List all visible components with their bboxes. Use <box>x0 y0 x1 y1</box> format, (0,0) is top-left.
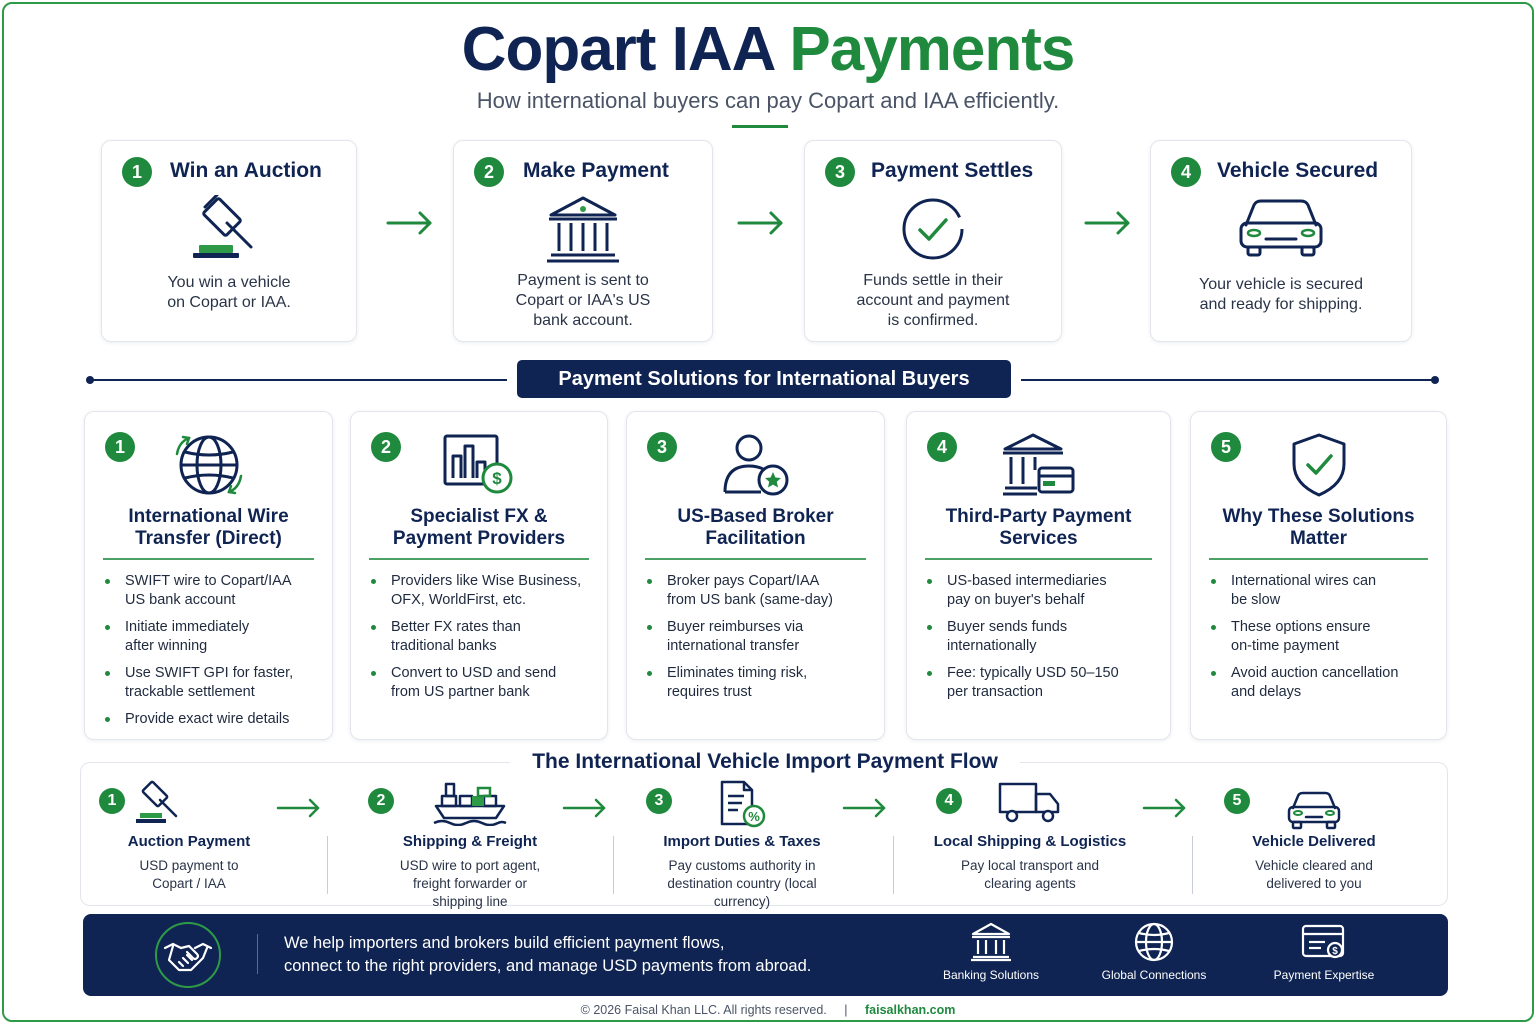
flow-divider <box>1192 836 1193 894</box>
flow-step-name: Vehicle Delivered <box>1252 833 1376 850</box>
solution-title: Why These Solutions Matter <box>1222 506 1415 549</box>
arrow-right-icon <box>1142 796 1188 820</box>
step-title: Win an Auction <box>170 159 322 182</box>
step-description: Funds settle in their account and payment is confirmed. <box>856 272 1010 329</box>
title-underline <box>732 125 788 128</box>
arrow-right-icon <box>276 796 322 820</box>
step-number-badge: 1 <box>122 157 152 187</box>
solution-title-rule <box>645 558 866 560</box>
feature-global-connections <box>1079 922 1229 982</box>
card-icon <box>1301 922 1347 962</box>
flow-divider <box>893 836 894 894</box>
step-number-badge: 2 <box>474 157 504 187</box>
copyright-line <box>0 1003 1536 1017</box>
solution-title-rule <box>1209 558 1428 560</box>
shield-check-icon <box>1289 432 1349 498</box>
section-title-banner: Payment Solutions for International Buyers <box>517 360 1011 398</box>
check-circle-icon <box>898 195 968 265</box>
page-subtitle: How international buyers can pay Copart and IAA efficiently. <box>476 88 1060 113</box>
solution-number-badge: 5 <box>1211 432 1241 462</box>
step-description: Payment is sent to Copart or IAA's US bank account. <box>515 272 651 329</box>
solution-bullet-list <box>369 572 599 710</box>
arrow-right-icon <box>562 796 608 820</box>
solution-card-wire-transfer <box>84 411 333 740</box>
solution-bullet: Convert to USD and send from US partner bank <box>369 664 599 702</box>
solution-number-badge: 2 <box>371 432 401 462</box>
svg-text:$: $ <box>1332 946 1338 957</box>
solution-number-badge: 1 <box>105 432 135 462</box>
solution-bullet: Use SWIFT GPI for faster, trackable settlement <box>103 664 324 702</box>
copyright-text: © 2026 Faisal Khan LLC. All rights reserved. <box>580 1003 827 1017</box>
flow-step-description: Vehicle cleared and delivered to you <box>1255 858 1373 891</box>
solution-bullet-list <box>103 572 324 737</box>
ship-icon <box>432 780 508 826</box>
solution-title-rule <box>369 558 589 560</box>
flow-step-name: Shipping & Freight <box>402 833 538 850</box>
solution-bullet-list <box>645 572 876 710</box>
solution-card-third-party <box>906 411 1171 740</box>
svg-text:%: % <box>748 809 760 824</box>
feature-label: Global Connections <box>1101 968 1207 982</box>
step-title: Payment Settles <box>871 159 1034 182</box>
handshake-badge <box>155 922 221 988</box>
title-part-2: Payments <box>789 15 1075 84</box>
flow-step-number-badge: 4 <box>936 788 962 814</box>
svg-text:$: $ <box>492 469 502 488</box>
solution-card-broker <box>626 411 885 740</box>
step-card-vehicle-secured <box>1150 140 1412 342</box>
step-title: Vehicle Secured <box>1217 159 1379 182</box>
feature-payment-expertise <box>1249 922 1399 982</box>
step-description: Your vehicle is secured and ready for shipping. <box>1199 276 1363 313</box>
solution-bullet: These options ensure on-time payment <box>1209 618 1438 656</box>
globe-transfer-icon <box>173 432 245 498</box>
solution-number-badge: 3 <box>647 432 677 462</box>
flow-step-description: USD wire to port agent, freight forwarder or shipping line <box>399 858 541 909</box>
solution-card-fx-providers <box>350 411 608 740</box>
step-number-badge: 3 <box>825 157 855 187</box>
flow-step-description: USD payment to Copart / IAA <box>139 858 239 891</box>
solution-bullet: Avoid auction cancellation and delays <box>1209 664 1438 702</box>
solution-bullet-list <box>1209 572 1438 710</box>
step-card-payment-settles <box>804 140 1062 342</box>
arrow-right-icon <box>386 208 434 238</box>
solution-title: Specialist FX & Payment Providers <box>392 506 566 549</box>
arrow-right-icon <box>1084 208 1132 238</box>
solution-bullet: Buyer sends funds internationally <box>925 618 1162 656</box>
gavel-icon <box>134 780 184 826</box>
step-number-badge: 4 <box>1171 157 1201 187</box>
solution-bullet: US-based intermediaries pay on buyer's behalf <box>925 572 1162 610</box>
solution-number-badge: 4 <box>927 432 957 462</box>
handshake-icon <box>157 924 219 986</box>
flow-step-number-badge: 2 <box>368 788 394 814</box>
solution-bullet: Initiate immediately after winning <box>103 618 324 656</box>
step-description: You win a vehicle on Copart or IAA. <box>167 274 291 311</box>
title-part-1: Copart IAA <box>461 15 774 84</box>
tax-document-icon <box>716 780 768 828</box>
arrow-right-icon <box>842 796 888 820</box>
step-card-make-payment <box>453 140 713 342</box>
arrow-right-icon <box>737 208 785 238</box>
solution-bullet: Eliminates timing risk, requires trust <box>645 664 876 702</box>
step-title: Make Payment <box>523 159 669 182</box>
truck-icon <box>998 780 1062 824</box>
solution-title: US-Based Broker Facilitation <box>677 506 834 549</box>
flow-step-description: Pay customs authority in destination country (local currency) <box>667 858 817 909</box>
solution-bullet: International wires can be slow <box>1209 572 1438 610</box>
section-line-left <box>90 379 507 381</box>
page-title <box>0 14 1536 85</box>
footer-message: We help importers and brokers build efficient payment flows, connect to the right providers, and manage USD payments from abroad. <box>284 934 812 975</box>
payment-flow-title: The International Vehicle Import Payment Flow <box>510 750 1020 774</box>
solution-title: International Wire Transfer (Direct) <box>128 506 289 549</box>
footer-separator <box>257 934 258 974</box>
fx-chart-icon <box>441 432 517 498</box>
solution-bullet: Broker pays Copart/IAA from US bank (same-day) <box>645 572 876 610</box>
globe-icon <box>1133 922 1175 962</box>
solution-title: Third-Party Payment Services <box>945 506 1132 549</box>
flow-step-number-badge: 3 <box>646 788 672 814</box>
feature-label: Payment Expertise <box>1273 968 1375 982</box>
footer-banner <box>83 914 1448 996</box>
solution-bullet: Fee: typically USD 50–150 per transaction <box>925 664 1162 702</box>
gavel-icon <box>189 195 269 265</box>
flow-step-number-badge: 1 <box>99 788 125 814</box>
section-line-right <box>1021 379 1435 381</box>
flow-step-name: Auction Payment <box>127 833 251 850</box>
bank-icon <box>969 922 1013 962</box>
step-card-win-auction <box>101 140 357 342</box>
solution-title-rule <box>925 558 1152 560</box>
copyright-separator: | <box>844 1003 848 1017</box>
solution-bullet: SWIFT wire to Copart/IAA US bank account <box>103 572 324 610</box>
solution-bullet: Buyer reimburses via international transfer <box>645 618 876 656</box>
feature-banking-solutions <box>916 922 1066 982</box>
feature-label: Banking Solutions <box>942 968 1040 982</box>
solution-bullet: Providers like Wise Business, OFX, WorldFirst, etc. <box>369 572 599 610</box>
solution-bullet: Provide exact wire details <box>103 710 324 729</box>
flow-step-name: Import Duties & Taxes <box>663 833 821 850</box>
website-link[interactable]: faisalkhan.com <box>865 1003 956 1017</box>
solution-title-rule <box>103 558 314 560</box>
car-icon <box>1286 790 1342 834</box>
solution-bullet: Better FX rates than traditional banks <box>369 618 599 656</box>
flow-step-number-badge: 5 <box>1224 788 1250 814</box>
flow-step-name: Local Shipping & Logistics <box>933 833 1127 850</box>
bank-icon <box>545 195 621 265</box>
flow-divider <box>327 836 328 894</box>
section-line-dot-right <box>1431 376 1439 384</box>
bank-card-icon <box>1001 432 1077 498</box>
flow-divider <box>613 836 614 894</box>
solution-bullet-list <box>925 572 1162 710</box>
solution-card-why-matter <box>1190 411 1447 740</box>
car-icon <box>1236 195 1326 259</box>
broker-icon <box>721 432 791 498</box>
flow-step-description: Pay local transport and clearing agents <box>960 858 1100 891</box>
